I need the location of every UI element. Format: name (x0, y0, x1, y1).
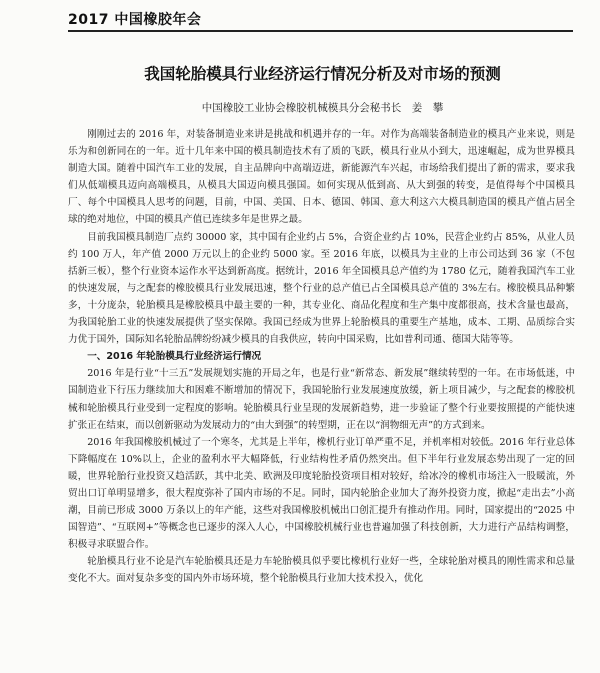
section-paragraph-3: 轮胎模具行业不论是汽车轮胎模具还是力车轮胎模具似乎要比橡机行业好一些，全球轮胎对模具的刚性需求和总量变化不大。面对复杂多变的国内外市场环境，整个轮胎模具行业加大技术投入，优化 (68, 556, 575, 585)
article-title: 我国轮胎模具行业经济运行情况分析及对市场的预测 (144, 65, 501, 83)
intro-paragraph-2: 目前我国模具制造厂点约 30000 家，其中国有企业约占 5%，合资企业约占 10%，民营企业约占 85%，从业人员约 100 万人，年产值 2000 万元以上的企业约 5000 家。至 2016 年底，以模具为主业的上市公司达到 36 家（不包括新三板），整个行业资本运作水平达到新高度。据统计，2016 年全国模具总产值约为 1780 亿元，随着我国汽车工业的快速发展，与之配套的橡胶模具行业发展迅速，整个行业的总产值已占全国模具总产值的 3%左右。橡胶模具品种繁多，十分庞杂，轮胎模具是橡胶模具中最主要的一种，其专业化、商品化程度和生产集中度都很高，技术含量也最高，为我国轮胎工业的快速发展提供了坚实保障。我国已经成为世界上轮胎模具的重要生产基地，成本、工期、品质综合实力优于国外，国际知名轮胎品牌纷纷减少模具的自我供应，转向中国采购，比如普利司通、德国大陆等等。 (68, 231, 575, 346)
intro-paragraph-1: 刚刚过去的 2016 年，对装备制造业来讲是挑战和机遇并存的一年。对作为高端装备制造业的模具产业来说，则是乐为和创新同在的一年。近十几年来中国的模具制造技术有了质的飞跃，模具行业从小到大，迅速崛起，成为世界模具制造大国。随着中国汽车工业的发展，自主品牌向中高端迈进，新能源汽车兴起，市场给我们提出了新的需求，要求我们从低端模具迈向高端模具，从模具大国迈向模具强国。如何实现从低到高、从大到强的转变，是值得每个中国模具厂、每个中国模具人思考的问题，目前，中国、美国、日本、德国、韩国、意大利这六大模具制造国的模具产值占居全球的绝对地位，中国的模具产值已连续多年是世界之最。 (68, 129, 575, 226)
article-body (68, 126, 575, 588)
section-heading: 一、2016 年轮胎模具行业经济运行情况 (87, 351, 262, 363)
section-paragraph-2: 2016 年我国橡胶机械过了一个寒冬，尤其是上半年，橡机行业订单严重不足，并机率相对较低。2016 年行业总体下降幅度在 10%以上，企业的盈利水平大幅降低，行业结构性矛盾仍然突出。但下半年行业发展态势出现了一定的回暖，世界轮胎行业投资又趋活跃，其中北美、欧洲及印度轮胎投资项目相对较好，给冰冷的橡机市场注入一股暖流，外贸出口订单明显增多，很大程度弥补了国内市场的不足。同时，国内轮胎企业加大了海外投资力度，掀起“走出去”小高潮，目前已形成 3000 万条以上的年产能，这些对我国橡胶机械出口创汇提升有推动作用。同时，国家提出的“2025 中国智造”、“互联网+”等概念也已逐步的深入人心，中国橡胶机械行业也普遍加强了科技创新，大力进行产品结构调整，积极寻求联盟合作。 (68, 436, 575, 551)
author-byline: 中国橡胶工业协会橡胶机械模具分会秘书长 姜 攀 (201, 102, 444, 114)
section-paragraph-1: 2016 年是行业“十三五”发展规划实施的开局之年，也是行业“新常态、新发展”继续转型的一年。在市场低迷，中国制造业下行压力继续加大和困难不断增加的情况下，我国轮胎行业发展速度放缓，新上项目减少，与之配套的橡胶机械和轮胎模具行业受到一定程度的影响。轮胎模具行业呈现的发展新趋势，进一步验证了整个行业要按照提的产能快速扩张正在结束，而以创新驱动为发展动力的“由大到强”的转型期，正在以“润物细无声”的方式到来。 (68, 368, 575, 431)
running-header (68, 8, 573, 32)
header-title: 2017 中国橡胶年会 (68, 12, 202, 28)
